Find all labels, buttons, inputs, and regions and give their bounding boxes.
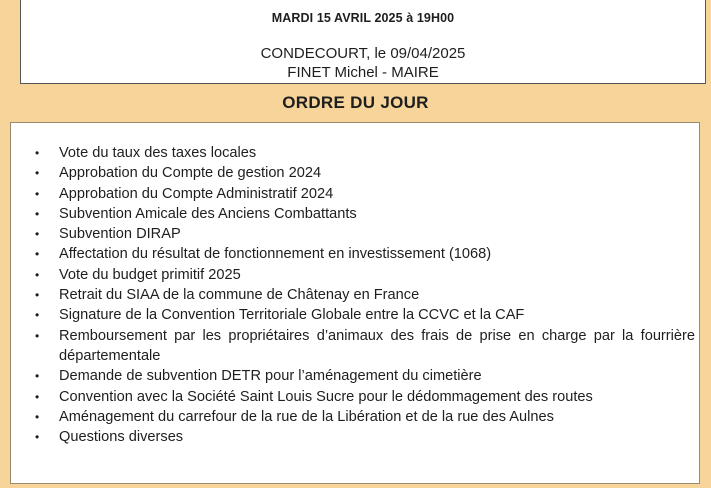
agenda-item-text: Convention avec la Société Saint Louis Sucre pour le dédommagement des routes: [59, 388, 593, 405]
agenda-item: [11, 224, 699, 244]
agenda-item: [11, 163, 699, 183]
agenda-item: [11, 204, 699, 224]
meeting-date: MARDI 15 AVRIL 2025 à 19H00: [271, 11, 455, 25]
header-box: [20, 0, 706, 84]
agenda-item-text: Signature de la Convention Territoriale Globale entre la CCVC et la CAF: [59, 307, 525, 324]
signatory: FINET Michel - MAIRE: [287, 64, 439, 81]
bullet-icon: •: [35, 389, 40, 404]
agenda-item-text: Vote du taux des taxes locales: [59, 145, 257, 161]
agenda-item: [11, 366, 699, 386]
agenda-item-text: Affectation du résultat de fonctionnement en investissement (1068): [59, 246, 492, 263]
bullet-icon: •: [35, 227, 40, 242]
bullet-icon: •: [35, 247, 40, 262]
agenda-item-text: Remboursement par les propriétaires d’animaux des frais de prise en charge par la fourrière départementale: [59, 327, 695, 364]
agenda-item: [11, 184, 699, 204]
agenda-item-text: Approbation du Compte de gestion 2024: [59, 165, 322, 182]
bullet-icon: •: [35, 308, 40, 323]
bullet-icon: •: [35, 288, 40, 303]
bullet-icon: •: [35, 409, 40, 424]
agenda-item: [11, 305, 699, 325]
bullet-icon: •: [35, 267, 40, 282]
agenda-item-text: Vote du budget primitif 2025: [59, 266, 241, 283]
agenda-item-text: Subvention DIRAP: [59, 226, 181, 243]
location-date: CONDECOURT, le 09/04/2025: [260, 45, 466, 62]
bullet-icon: •: [35, 186, 40, 201]
bullet-icon: •: [35, 206, 40, 221]
agenda-item: [11, 407, 699, 427]
agenda-list: [11, 143, 699, 447]
agenda-item: [11, 427, 699, 447]
agenda-item: [11, 387, 699, 407]
agenda-item-text: Demande de subvention DETR pour l’aménagement du cimetière: [59, 368, 482, 385]
agenda-item-text: Subvention Amicale des Anciens Combattants: [59, 205, 357, 222]
agenda-item-text: Approbation du Compte Administratif 2024: [59, 185, 334, 202]
agenda-item: [11, 285, 699, 305]
agenda-title: ORDRE DU JOUR: [282, 93, 429, 112]
agenda-item-text: Questions diverses: [59, 429, 184, 446]
agenda-item-text: Aménagement du carrefour de la rue de la Libération et de la rue des Aulnes: [59, 408, 554, 425]
bullet-icon: •: [35, 166, 40, 181]
agenda-item: [11, 326, 699, 367]
agenda-item: [11, 244, 699, 264]
bullet-icon: •: [35, 369, 40, 384]
bullet-icon: •: [35, 328, 40, 343]
agenda-item: [11, 265, 699, 285]
agenda-item-text: Retrait du SIAA de la commune de Châtenay en France: [59, 287, 420, 304]
agenda-box: [10, 122, 700, 484]
bullet-icon: •: [35, 430, 40, 445]
bullet-icon: •: [35, 146, 40, 160]
agenda-item: [11, 143, 699, 163]
